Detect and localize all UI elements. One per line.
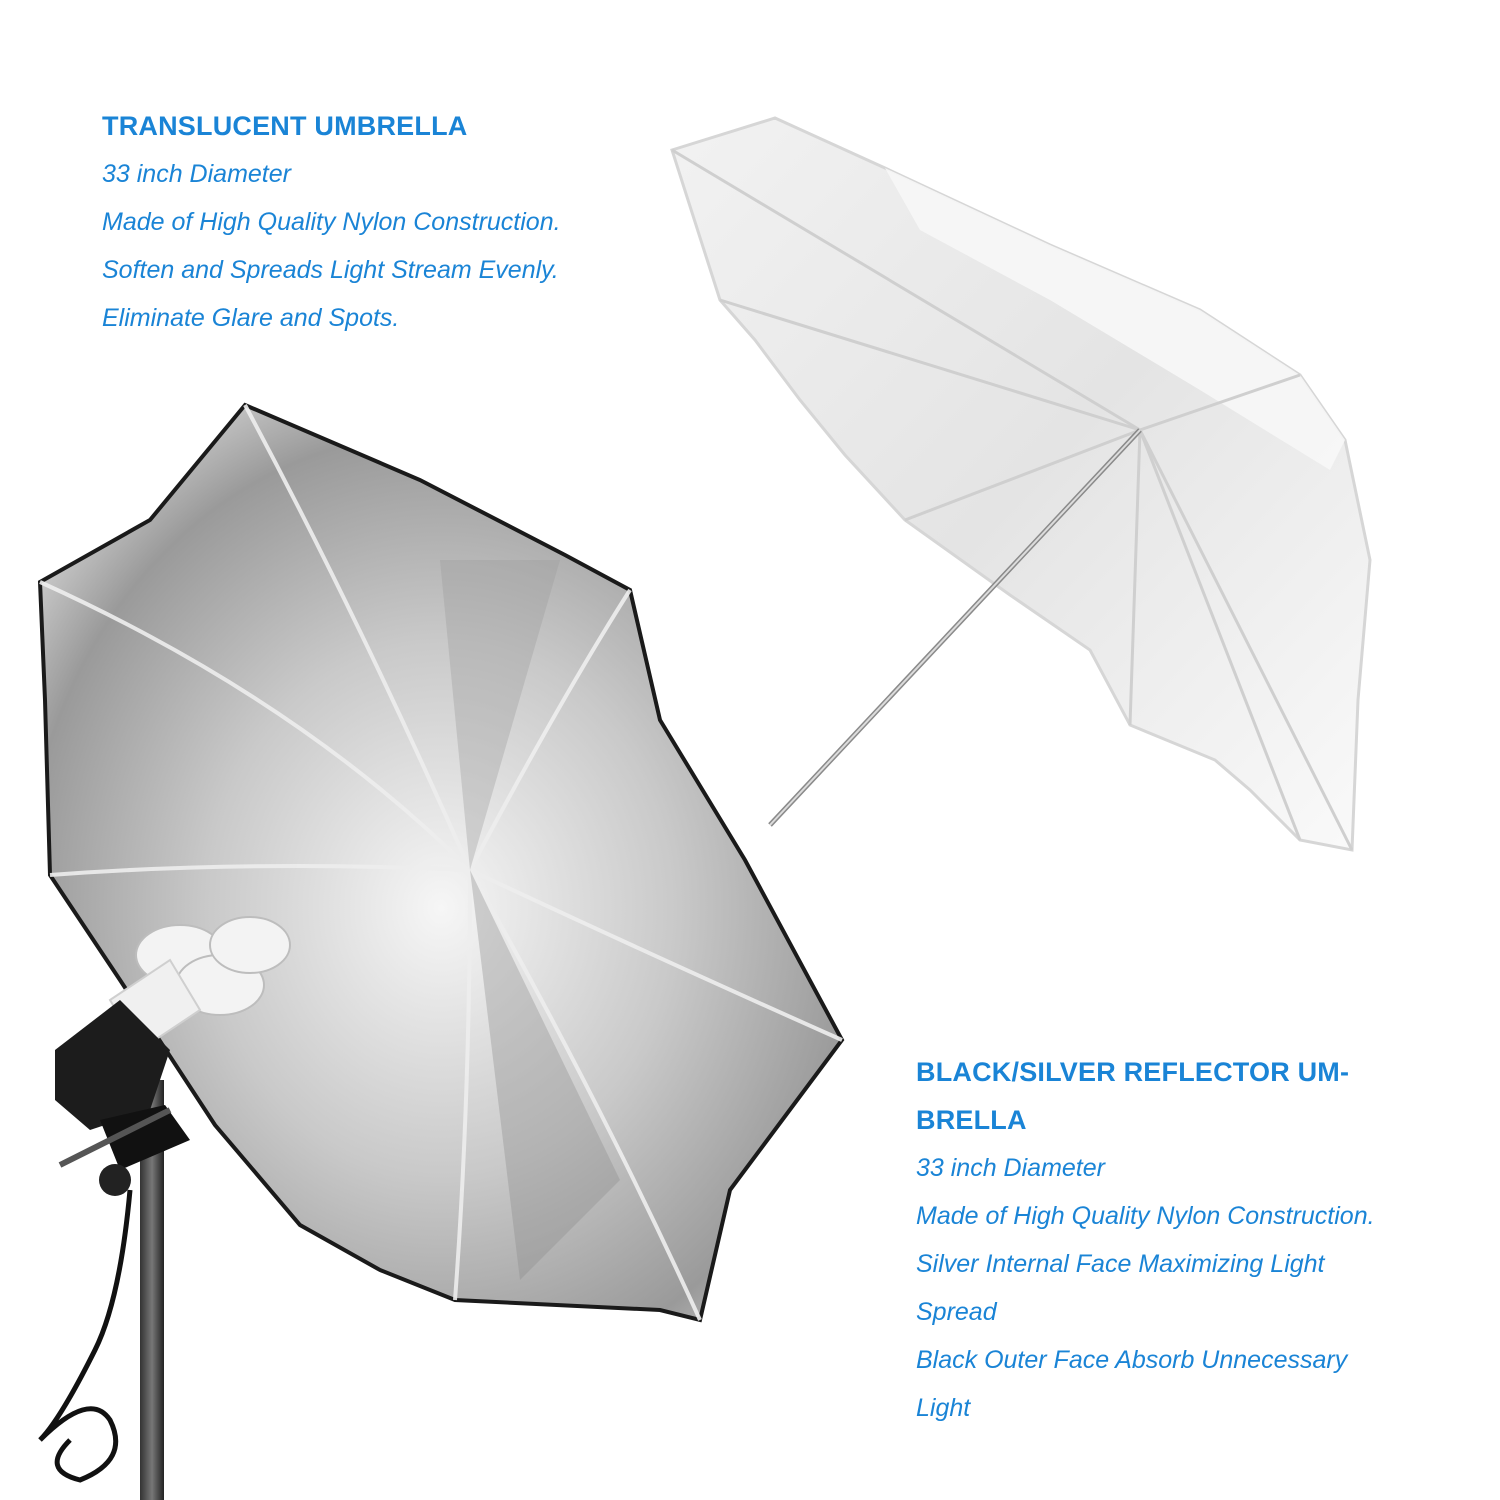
reflector-spec-black-face-cont: Light (916, 1394, 971, 1422)
translucent-spec-soften: Soften and Spreads Light Stream Evenly. (102, 256, 559, 284)
reflector-umbrella-info (916, 1048, 1375, 1432)
reflector-umbrella-title-line2: BRELLA (916, 1105, 1027, 1135)
light-stand (40, 917, 290, 1500)
translucent-spec-glare: Eliminate Glare and Spots. (102, 304, 400, 332)
reflector-spec-silver-face-cont: Spread (916, 1298, 997, 1326)
translucent-spec-material: Made of High Quality Nylon Construction. (102, 208, 561, 236)
translucent-umbrella-title: TRANSLUCENT UMBRELLA (102, 111, 468, 141)
reflector-spec-diameter: 33 inch Diameter (916, 1154, 1105, 1182)
reflector-spec-black-face: Black Outer Face Absorb Unnecessary (916, 1346, 1348, 1374)
reflector-spec-material: Made of High Quality Nylon Construction. (916, 1202, 1375, 1230)
translucent-umbrella-info (102, 102, 561, 342)
translucent-umbrella (672, 118, 1370, 850)
translucent-spec-diameter: 33 inch Diameter (102, 160, 291, 188)
reflector-umbrella-title-line1: BLACK/SILVER REFLECTOR UM- (916, 1057, 1350, 1087)
reflector-spec-silver-face: Silver Internal Face Maximizing Light (916, 1250, 1325, 1278)
